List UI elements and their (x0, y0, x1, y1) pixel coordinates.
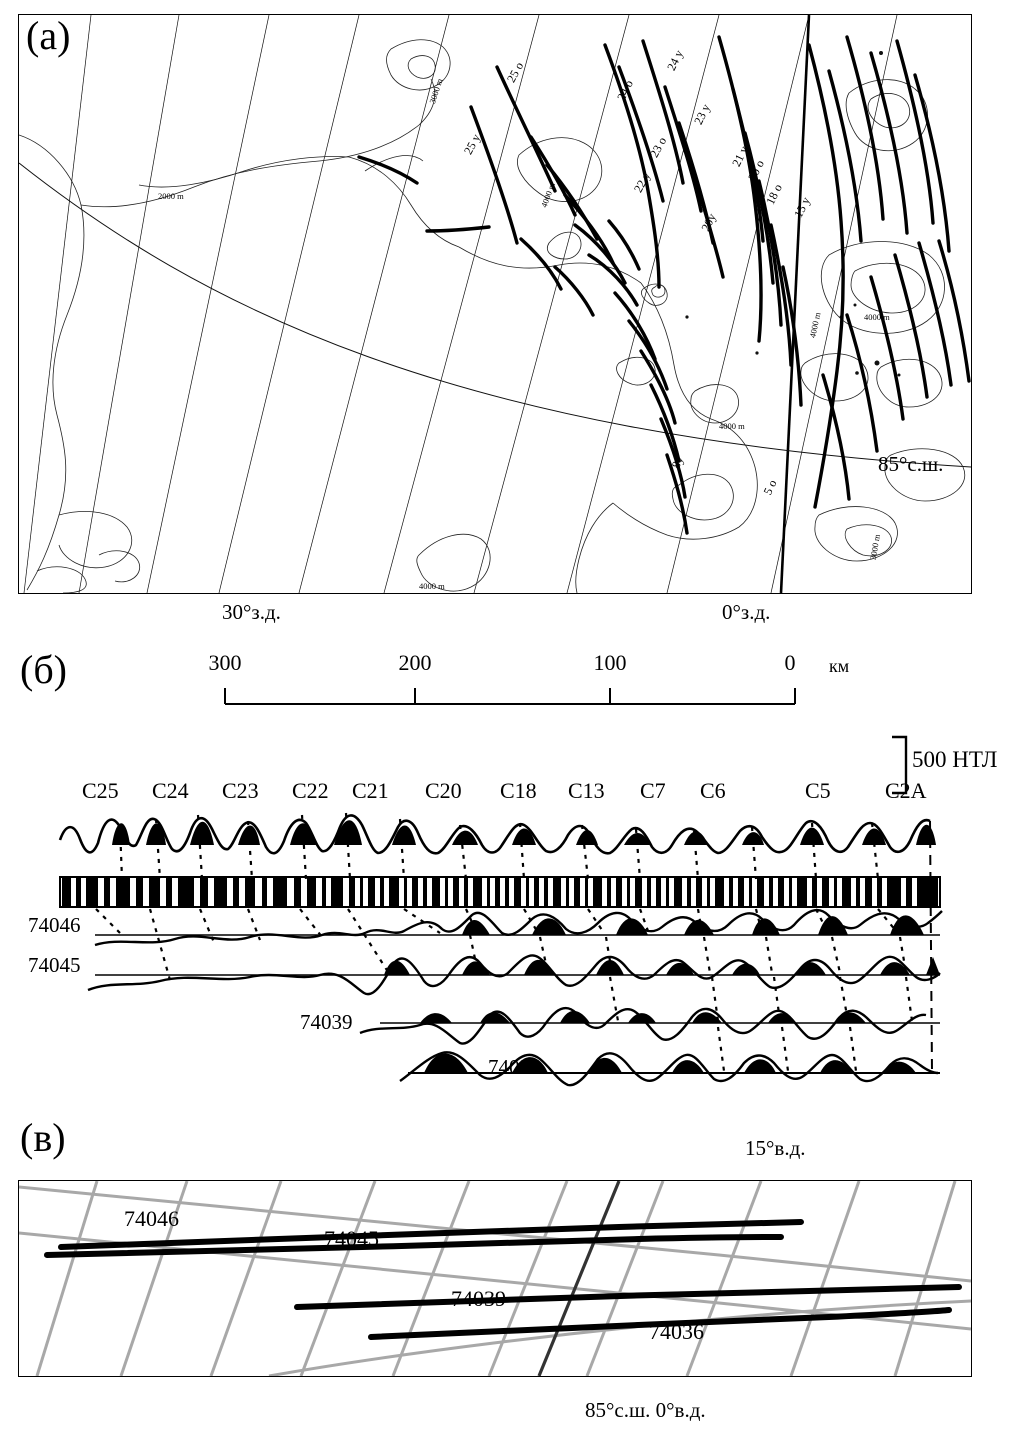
observed-profile-74039 (360, 1008, 940, 1044)
depth-contour-label: 2000 m (158, 191, 184, 201)
scale-unit-label: км (829, 656, 850, 676)
depth-contour-label: 4000 m (864, 312, 890, 322)
chron-label-row (0, 778, 1020, 806)
map-graphics (19, 15, 971, 593)
depth-contour-label: 4000 m (538, 181, 557, 209)
observed-profile-74045 (88, 955, 940, 994)
chron-label: C2A (885, 778, 927, 803)
chron-label: C13 (568, 778, 605, 803)
track-id-74045: 74045 (324, 1226, 379, 1251)
scale-tick-200: 200 (398, 650, 432, 675)
chron-label: C18 (500, 778, 537, 803)
anomaly-label: 23 о (646, 134, 670, 160)
chron-label: C5 (805, 778, 831, 803)
chron-label: C7 (640, 778, 666, 803)
profile-id-74045: 74045 (28, 953, 81, 977)
scale-tick-100: 100 (593, 650, 627, 675)
anomaly-label: 20у (698, 211, 719, 234)
depth-contour-label: 3000 m (427, 77, 445, 105)
correlation-ties (96, 813, 912, 1071)
panel-a-label: (а) (26, 13, 71, 58)
profile-id-74036: 74036 (488, 1055, 541, 1079)
anomaly-label: 5 о (760, 477, 780, 498)
profile-id-74039: 74039 (300, 1010, 353, 1034)
anomaly-label: 8у (668, 453, 687, 471)
longitude-label-15e: 15°в.д. (745, 1136, 806, 1160)
chron-label: C24 (152, 778, 189, 803)
track-id-74036: 74036 (649, 1319, 704, 1344)
bottom-coordinate-label: 85°с.ш. 0°в.д. (585, 1398, 706, 1422)
panel-c-label: (в) (20, 1115, 66, 1160)
chron-label: C20 (425, 778, 462, 803)
anomaly-label: 22 у (630, 169, 654, 195)
scale-tick-300: 300 (208, 650, 242, 675)
magnetic-profiles (0, 805, 1020, 1105)
anomaly-label: 21 у (729, 143, 751, 169)
anomaly-label: 25 о (503, 59, 527, 85)
bathymetry-contours (19, 40, 965, 593)
anomaly-label: 25 у (460, 131, 484, 157)
depth-contour-label: 4000 m (419, 581, 445, 591)
panel-b-label: (б) (20, 647, 67, 692)
chron-label: C6 (700, 778, 726, 803)
anomaly-label: 23 у (691, 101, 713, 127)
ship-tracks (47, 1222, 959, 1337)
depth-contour-label: 4000 m (719, 421, 745, 431)
chron-label: C22 (292, 778, 329, 803)
panel-a-map (18, 14, 972, 594)
scale-bar-graphic (195, 686, 855, 710)
anchor-line (930, 821, 932, 1073)
chron-label: C25 (82, 778, 119, 803)
synthetic-profile (60, 815, 936, 853)
depth-contour-label: 3000 m (867, 533, 883, 561)
longitude-label-30w: 30°з.д. (222, 600, 281, 624)
anomaly-label: 24 у (664, 47, 686, 73)
anomaly-label: 15 у (791, 194, 813, 220)
amplitude-scale-label: 500 НТЛ (912, 747, 998, 772)
anomaly-label: 18 о (763, 181, 785, 207)
longitude-label-0w: 0°з.д. (722, 600, 771, 624)
grid-line-dark (539, 1181, 619, 1376)
latitude-label-85n: 85°с.ш. (878, 452, 944, 476)
distance-scale (195, 650, 855, 720)
observed-profile-74046 (95, 910, 942, 945)
anomaly-label: 24 о (614, 77, 636, 103)
reversal-barcode (60, 877, 940, 907)
depth-contour-label: 4000 m (807, 311, 823, 339)
anomaly-label: 20 о (745, 157, 767, 183)
meridian-lines (24, 15, 897, 593)
panel-c-tracklines (18, 1180, 972, 1377)
track-id-74046: 74046 (124, 1206, 179, 1231)
chron-label: C23 (222, 778, 259, 803)
profile-id-74046: 74046 (28, 913, 81, 937)
chron-label: C21 (352, 778, 389, 803)
observed-profile-74036 (400, 1052, 940, 1085)
track-id-74039: 74039 (451, 1286, 506, 1311)
scale-tick-0: 0 (784, 650, 796, 675)
